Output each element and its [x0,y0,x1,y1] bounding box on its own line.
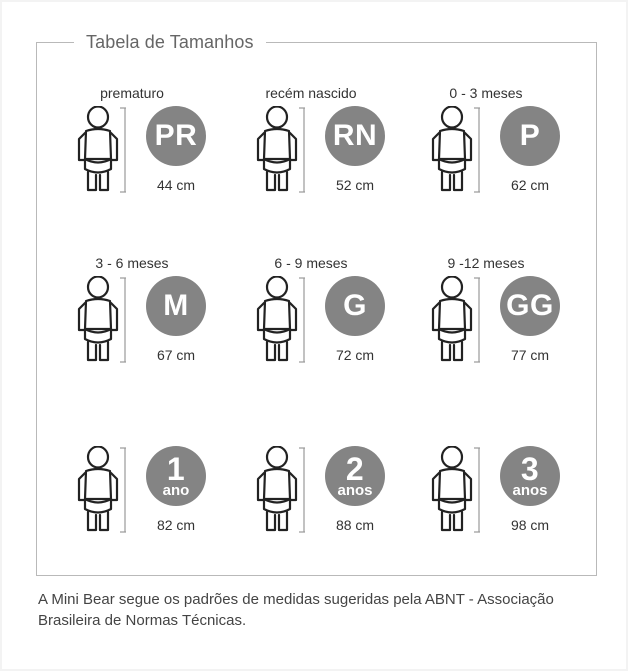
age-label: 6 - 9 meses [274,255,348,271]
baby-figure-icon [255,276,311,368]
size-cell-2-anos [221,424,401,574]
size-code: 1 [166,451,186,487]
baby-figure-icon [255,446,311,538]
height-label: 62 cm [510,177,550,193]
height-label: 88 cm [335,517,375,533]
age-label: prematuro [100,85,164,101]
size-cell-m [42,254,222,404]
size-code: 2 [345,451,365,487]
size-badge [146,106,206,166]
size-cell-pr [42,84,222,234]
age-label: 3 - 6 meses [95,255,169,271]
size-unit: anos [512,482,548,499]
height-label: 44 cm [156,177,196,193]
baby-figure-icon [255,106,311,198]
height-label: 72 cm [335,347,375,363]
size-code: GG [506,289,554,322]
size-badge [500,446,560,506]
height-label: 52 cm [335,177,375,193]
age-label: recém nascido [265,85,357,101]
size-cell-p [396,84,576,234]
size-code: 3 [520,451,540,487]
age-label: 9 -12 meses [447,255,525,271]
height-label: 98 cm [510,517,550,533]
size-unit: ano [162,482,190,499]
size-cell-1-ano [42,424,222,574]
size-cell-g [221,254,401,404]
size-badge [146,276,206,336]
baby-figure-icon [76,446,132,538]
age-label: 0 - 3 meses [449,85,523,101]
size-badge [325,446,385,506]
baby-figure-icon [430,106,486,198]
height-label: 82 cm [156,517,196,533]
baby-figure-icon [430,276,486,368]
baby-figure-icon [76,106,132,198]
size-code: P [519,119,541,152]
size-table-title: Tabela de Tamanhos [74,30,266,54]
size-cell-3-anos [396,424,576,574]
size-code: RN [332,119,378,152]
size-badge [500,106,560,166]
size-code: G [343,289,367,322]
size-badge [325,276,385,336]
size-badge [500,276,560,336]
size-code: PR [154,119,198,152]
baby-figure-icon [76,276,132,368]
size-cell-gg [396,254,576,404]
size-badge [325,106,385,166]
height-label: 67 cm [156,347,196,363]
baby-figure-icon [430,446,486,538]
size-unit: anos [337,482,373,499]
height-label: 77 cm [510,347,550,363]
size-code: M [163,289,189,322]
abnt-note: A Mini Bear segue os padrões de medidas sugeridas pela ABNT - Associação Brasileira de Normas Técnicas. [38,591,554,629]
size-badge [146,446,206,506]
size-cell-rn [221,84,401,234]
